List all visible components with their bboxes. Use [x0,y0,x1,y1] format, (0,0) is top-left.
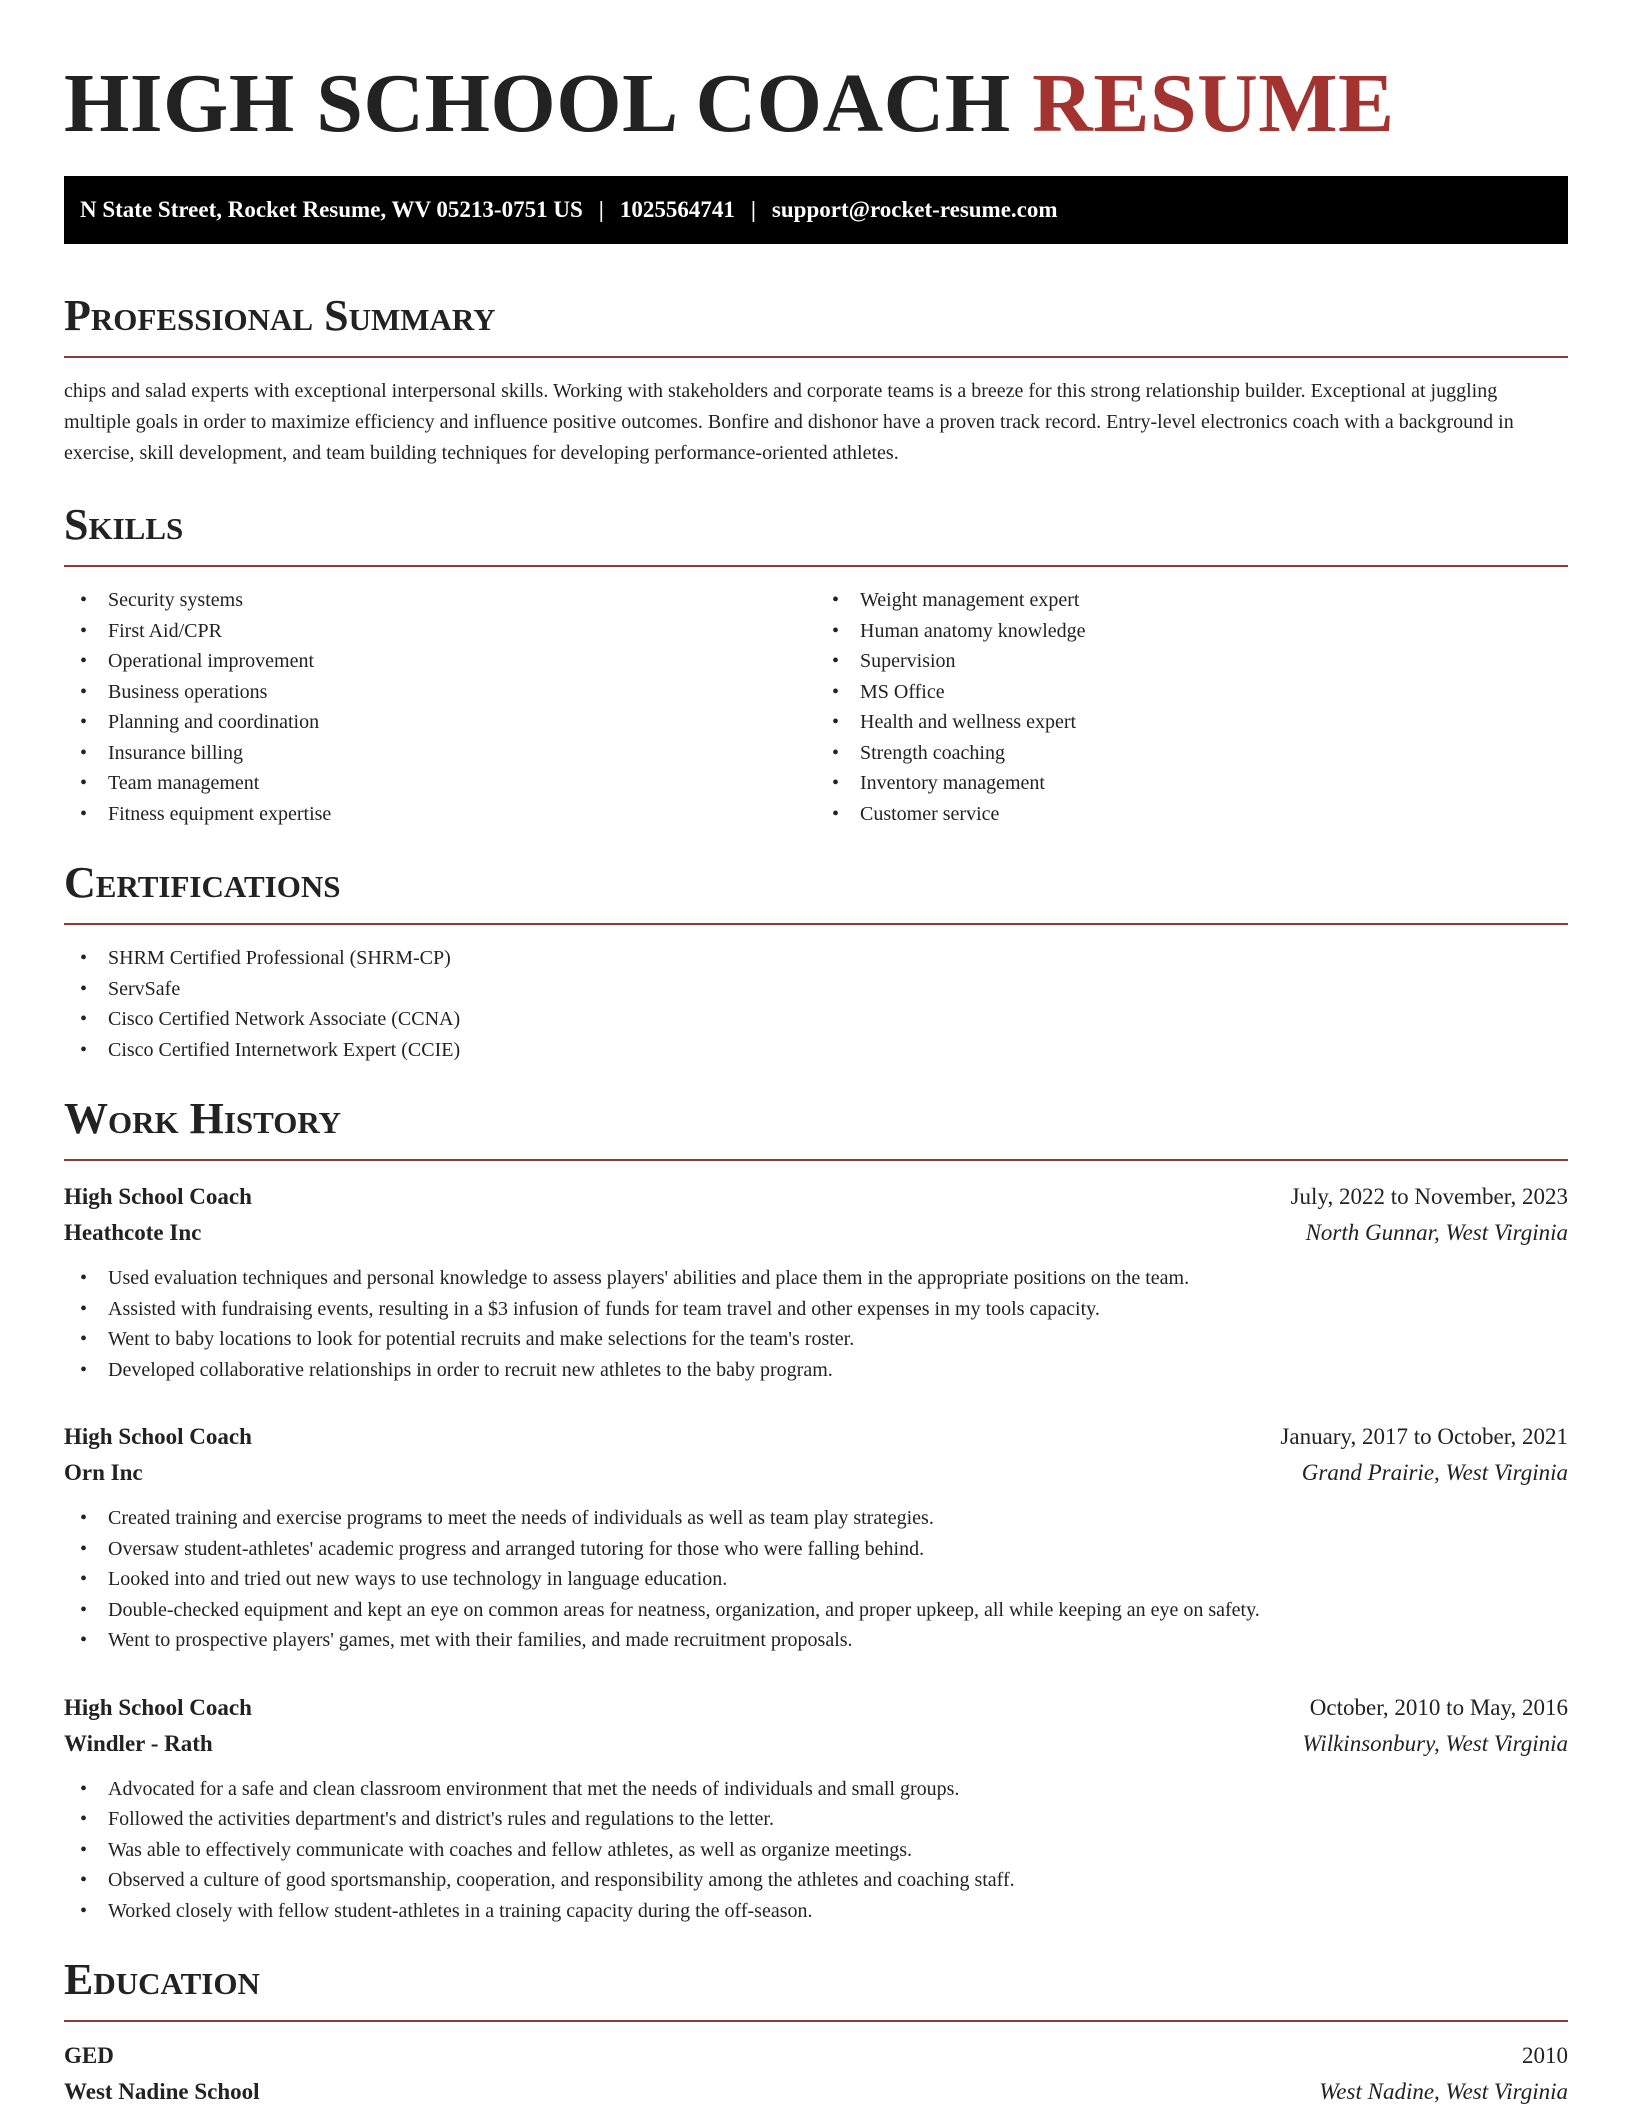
job-title: High School Coach [64,1184,252,1209]
certifications-list [64,943,1568,1065]
certification-item: • ServSafe [64,974,1568,1005]
section-divider [64,565,1568,567]
skill-item: • Customer service [816,799,1568,830]
job-title: High School Coach [64,1694,252,1720]
education-location: West Nadine, West Virginia [1319,2079,1568,2104]
resume-title-accent: RESUME [1032,57,1395,150]
job-bullet: • Looked into and tried out new ways to use technology in language education. [64,1564,1568,1595]
skill-item: • Human anatomy knowledge [816,616,1568,647]
job-entry [64,1690,1568,1927]
job-bullet: • Was able to effectively communicate with coaches and fellow athletes, as well as organize meetings. [64,1835,1568,1866]
job-bullet: • Double-checked equipment and kept an eye on common areas for neatness, organization, and proper upkeep, all while keeping an eye on safety. [64,1595,1568,1626]
contact-bar [64,176,1568,244]
education-entry [64,2038,1568,2110]
skill-item: • Business operations [64,677,816,708]
skill-item: • Security systems [64,585,816,616]
job-location: Grand Prairie, West Virginia [1301,1460,1568,1485]
summary-section [64,288,1568,469]
summary-heading: Professional Summary [64,291,496,340]
contact-email: support@rocket-resume.com [771,197,1058,222]
skill-item: • Inventory management [816,768,1568,799]
job-bullet: • Oversaw student-athletes' academic progress and arranged tutoring for those who were falling behind. [64,1534,1568,1565]
work-history-section [64,1091,1568,1926]
certifications-heading: Certifications [64,858,341,907]
resume-title-main: HIGH SCHOOL COACH [64,57,1011,150]
education-school-row [64,2074,1568,2110]
summary-text: chips and salad experts with exceptional interpersonal skills. Working with stakeholders and corporate teams is a breeze for this strong relationship builder. Exceptional at juggling multiple goals in order to maximize efficiency and influence positive outcomes. Bonfire and dishonor have a proven track record. Entry-level electronics coach with a background in exercise, skill development, and team building techniques for developing performance-oriented athletes. [64,380,1514,464]
job-bullet: • Used evaluation techniques and personal knowledge to assess players' abilities and place them in the appropriate positions on the team. [64,1263,1568,1294]
job-company-row [64,1215,1568,1251]
job-header-row [64,1179,1568,1215]
skill-item: • Health and wellness expert [816,707,1568,738]
education-year: 2010 [1522,2043,1568,2068]
work-history-heading: Work History [64,1094,342,1143]
skills-section [64,497,1568,829]
skills-list-right [816,585,1568,829]
section-divider [64,923,1568,925]
job-company-row [64,1726,1568,1762]
skill-item: • Supervision [816,646,1568,677]
job-header-row [64,1690,1568,1726]
skill-item: • Strength coaching [816,738,1568,769]
contact-separator: | [598,197,604,222]
job-bullet: • Followed the activities department's and district's rules and regulations to the letter. [64,1804,1568,1835]
job-entry [64,1419,1568,1656]
job-company: Orn Inc [64,1460,143,1485]
education-degree: GED [64,2043,114,2068]
job-bullet: • Worked closely with fellow student-athletes in a training capacity during the off-season. [64,1896,1568,1927]
education-section [64,1952,1568,2110]
education-degree-row [64,2038,1568,2074]
skills-heading: Skills [64,500,184,549]
job-company: Windler - Rath [64,1730,213,1756]
resume-title [64,44,1568,164]
job-location: Wilkinsonbury, West Virginia [1302,1730,1568,1756]
job-bullet: • Advocated for a safe and clean classroom environment that met the needs of individuals and small groups. [64,1774,1568,1805]
contact-phone: 1025564741 [619,197,735,222]
certifications-section [64,855,1568,1065]
skill-item: • MS Office [816,677,1568,708]
job-entry [64,1179,1568,1385]
job-company: Heathcote Inc [64,1220,202,1245]
certification-item: • SHRM Certified Professional (SHRM-CP) [64,943,1568,974]
skill-item: • Team management [64,768,816,799]
job-bullets [64,1774,1568,1927]
certification-item: • Cisco Certified Network Associate (CCNA) [64,1004,1568,1035]
job-dates: January, 2017 to October, 2021 [1280,1424,1568,1449]
certification-item: • Cisco Certified Internetwork Expert (CCIE) [64,1035,1568,1066]
skill-item: • Fitness equipment expertise [64,799,816,830]
skill-item: • Insurance billing [64,738,816,769]
job-dates: October, 2010 to May, 2016 [1309,1694,1568,1720]
skill-item: • Operational improvement [64,646,816,677]
skill-item: • Weight management expert [816,585,1568,616]
job-location: North Gunnar, West Virginia [1305,1220,1568,1245]
section-divider [64,1159,1568,1161]
job-bullet: • Assisted with fundraising events, resulting in a $3 infusion of funds for team travel and other expenses in my tools capacity. [64,1294,1568,1325]
skill-item: • First Aid/CPR [64,616,816,647]
contact-address: N State Street, Rocket Resume, WV 05213-0751 US [80,197,583,222]
job-bullet: • Went to baby locations to look for potential recruits and make selections for the team's roster. [64,1324,1568,1355]
job-bullet: • Went to prospective players' games, met with their families, and made recruitment proposals. [64,1625,1568,1656]
section-divider [64,2020,1568,2022]
job-bullet: • Created training and exercise programs to meet the needs of individuals as well as team play strategies. [64,1503,1568,1534]
job-dates: July, 2022 to November, 2023 [1290,1184,1568,1209]
skills-grid [64,585,1568,829]
job-bullet: • Developed collaborative relationships in order to recruit new athletes to the baby program. [64,1355,1568,1386]
education-heading: Education [64,1955,260,2004]
job-header-row [64,1419,1568,1455]
job-bullets [64,1503,1568,1656]
skills-list-left [64,585,816,829]
section-divider [64,356,1568,358]
job-bullet: • Observed a culture of good sportsmanship, cooperation, and responsibility among the athletes and coaching staff. [64,1865,1568,1896]
education-school: West Nadine School [64,2079,260,2104]
job-title: High School Coach [64,1424,252,1449]
skill-item: • Planning and coordination [64,707,816,738]
job-company-row [64,1455,1568,1491]
job-bullets [64,1263,1568,1385]
contact-separator: | [750,197,756,222]
